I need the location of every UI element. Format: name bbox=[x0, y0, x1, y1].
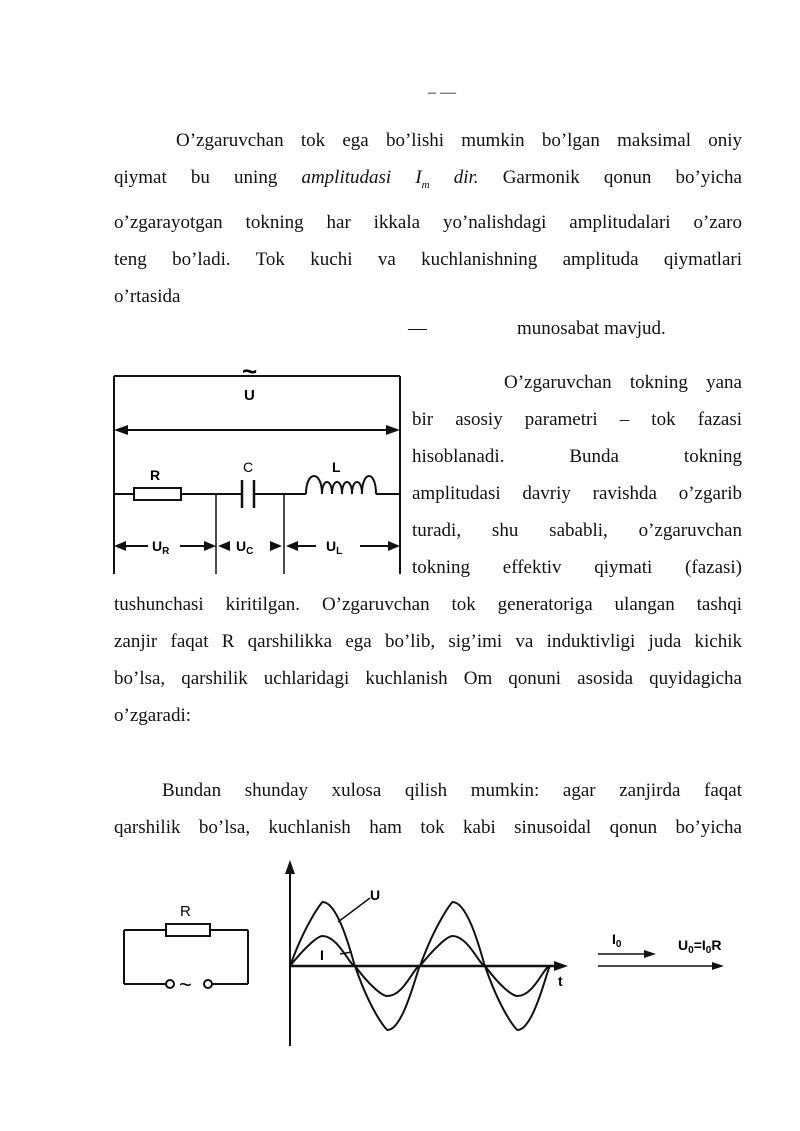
sine-wave-graph bbox=[278, 858, 578, 1048]
label-r: R bbox=[150, 467, 161, 483]
vector-label-u0: $U_0=I_0R$ bbox=[678, 937, 722, 956]
label-r2: R bbox=[180, 903, 191, 920]
label-l: L bbox=[332, 459, 341, 475]
para2-line7: tushunchasi kiritilgan. O’zgaruvchan tok generatoriga ulangan tashqi bbox=[114, 594, 742, 615]
paragraph-phase bbox=[412, 364, 742, 586]
resistor bbox=[166, 924, 210, 936]
para2-line10: o’zgaradi: bbox=[114, 705, 192, 726]
paragraph-phase-cont bbox=[114, 586, 742, 734]
para1-line4: teng bo’ladi. Tok kuchi va kuchlanishning amplituda qiymatlari bbox=[114, 248, 742, 270]
formula-dash: — bbox=[408, 318, 427, 339]
rlc-circuit-diagram bbox=[110, 360, 406, 576]
para2-line5: turadi, shu sababli, o’zgaruvchan bbox=[412, 520, 742, 541]
inductor-l bbox=[306, 476, 376, 494]
source-tilde2: ~ bbox=[179, 972, 192, 994]
resistor-r bbox=[134, 488, 181, 500]
para2-line6: tokning effektiv qiymati (fazasi) bbox=[412, 557, 742, 578]
para1-line1: O’zgaruvchan tok ega bo’lishi mumkin bo’lgan maksimal oniy bbox=[176, 130, 742, 151]
para2-line1: O’zgaruvchan tokning yana bbox=[504, 372, 742, 393]
wave-label-u: U bbox=[370, 887, 381, 903]
phasor-diagram bbox=[594, 920, 730, 976]
label-c: C bbox=[243, 459, 254, 475]
terminal-right bbox=[204, 980, 212, 988]
paragraph-amplitude bbox=[114, 122, 742, 315]
para2-line8: zanjir faqat R qarshilikka ega bo’lib, sig’imi va induktivligi juda kichik bbox=[114, 631, 742, 652]
label-ul: $U_L$ bbox=[326, 538, 343, 557]
source-tilde: ~ bbox=[242, 360, 258, 386]
para2-line2: bir asosiy parametri – tok fazasi bbox=[412, 409, 742, 430]
paragraph-conclusion bbox=[114, 772, 742, 846]
label-uc: $U_C$ bbox=[236, 538, 254, 557]
para3-line2: qarshilik bo’lsa, kuchlanish ham tok kabi sinusoidal qonun bo’yicha bbox=[114, 817, 742, 838]
para2-line3: hisoblanadi. Bunda tokning bbox=[412, 446, 742, 467]
para1-line5: o’rtasida bbox=[114, 285, 181, 307]
label-u: U bbox=[244, 387, 255, 404]
vector-label-i0: $I_0$ bbox=[612, 931, 622, 950]
label-ur: $U_R$ bbox=[152, 538, 170, 557]
para1-line2: qiymat bu uning amplitudasi $I_m$ dir. Garmonik qonun bo’yicha bbox=[114, 167, 742, 191]
para1-line3: o’zgarayotgan tokning har ikkala yo’nalishdagi amplitudalari o’zaro bbox=[114, 211, 742, 233]
wave-label-i: I bbox=[320, 947, 324, 963]
terminal-left bbox=[166, 980, 174, 988]
axis-label-t: t bbox=[558, 973, 563, 989]
para3-line1: Bundan shunday xulosa qilish mumkin: agar zanjirda faqat bbox=[162, 780, 742, 801]
para2-line9: bo’lsa, qarshilik uchlaridagi kuchlanish Om qonuni asosida quyidagicha bbox=[114, 668, 742, 689]
header-dashes: – — bbox=[428, 84, 456, 101]
formula-text: munosabat mavjud. bbox=[517, 318, 666, 339]
resistor-circuit-diagram bbox=[118, 896, 252, 994]
para2-line4: amplitudasi davriy ravishda o’zgarib bbox=[412, 483, 742, 504]
